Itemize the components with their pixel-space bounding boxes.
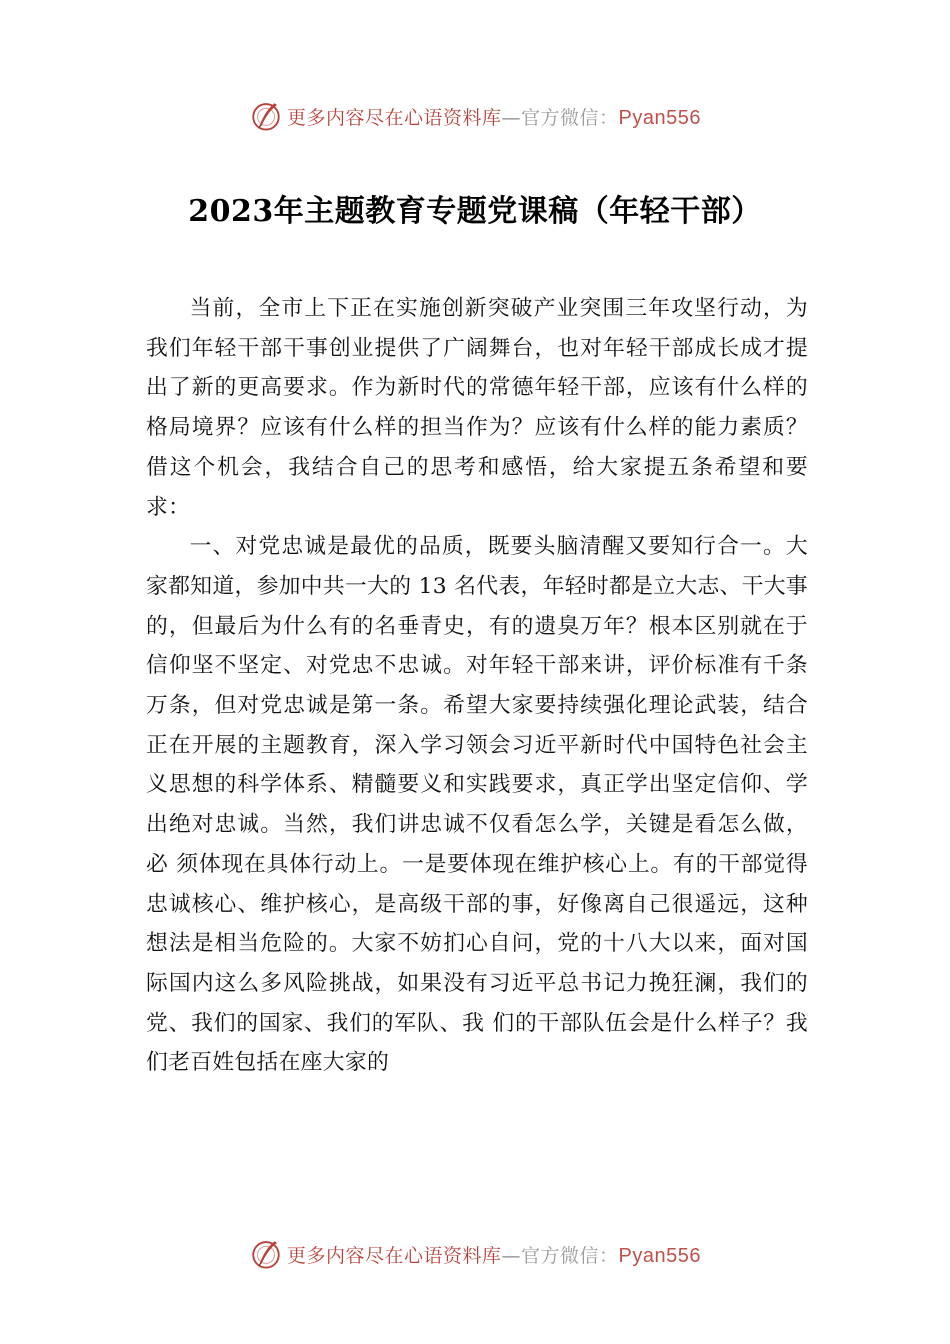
quill-seal-icon <box>249 99 283 133</box>
quill-seal-icon <box>249 1237 283 1271</box>
header-watermark <box>0 96 950 136</box>
watermark-text <box>287 1241 701 1268</box>
watermark-id: Pyan556 <box>618 106 701 129</box>
watermark-text <box>287 103 701 130</box>
watermark-site: 更多内容尽在心语资料库 <box>287 1244 502 1267</box>
watermark-label: 官方微信： <box>521 1244 619 1267</box>
watermark-id: Pyan556 <box>618 1244 701 1267</box>
document-title: 2023年主题教育专题党课稿（年轻干部） <box>188 194 762 229</box>
footer-watermark <box>0 1234 950 1274</box>
watermark-site: 更多内容尽在心语资料库 <box>287 106 502 129</box>
paragraph: 一、对党忠诚是最优的品质，既要头脑清醒又要知行合一。大家都知道，参加中共一大的 13 名代表，年轻时都是立大志、干大事的，但最后为什么有的名垂青史，有的遗臭万年？根本区别就在于信仰坚不坚定、对党忠不忠诚。对年轻干部来讲，评价标准有千条万条，但对党忠诚是第一条。希望大家要持续强化理论武装，结合正在开展的主题教育，深入学习领会习近平新时代中国特色社会主义思想的科学体系、精髓要义和实践要求，真正学出坚定信仰、学出绝对忠诚。当然，我们讲忠诚不仅看怎么学，关键是看怎么做，必 须体现在具体行动上。一是要体现在维护核心上。有的干部觉得忠诚核心、维护核心，是高级干部的事，好像离自己很遥远，这种想法是相当危险的。大家不妨扪心自问，党的十八大以来，面对国际国内这么多风险挑战，如果没有习近平总书记力挽狂澜，我们的党、我们的国家、我们的军队、我 们的干部队伍会是什么样子？我们老百姓包括在座大家的 <box>146 534 808 1076</box>
watermark-label: 官方微信： <box>521 106 619 129</box>
watermark-dash: — <box>501 1244 522 1267</box>
watermark-dash: — <box>501 106 522 129</box>
document-body <box>146 289 808 1083</box>
paragraph: 当前，全市上下正在实施创新突破产业突围三年攻坚行动，为我们年轻干部干事创业提供了广阔舞台，也对年轻干部成长成才提出了新的更高要求。作为新时代的常德年轻干部，应该有什么样的格局境界？应该有什么样的担当作为？应该有什么样的能力素质？借这个机会，我结合自己的思考和感悟，给大家提五条希望和要求： <box>146 296 808 520</box>
